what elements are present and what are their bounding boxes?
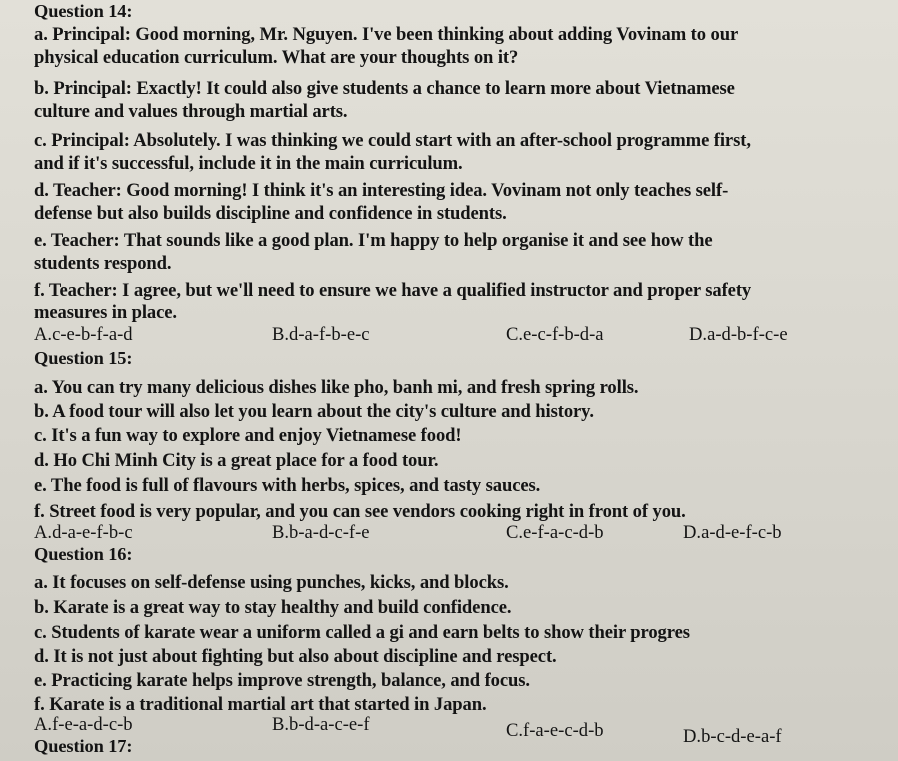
question-15-title: Question 15: xyxy=(34,348,133,368)
q14-item-d-line2: defense but also builds discipline and confidence in students. xyxy=(34,203,507,224)
q15-item-c: c. It's a fun way to explore and enjoy Vietnamese food! xyxy=(34,425,462,446)
q16-item-d: d. It is not just about fighting but also about discipline and respect. xyxy=(34,646,557,667)
q14-item-d-line1: d. Teacher: Good morning! I think it's an interesting idea. Vovinam not only teaches self- xyxy=(34,180,729,201)
q15-item-f: f. Street food is very popular, and you can see vendors cooking right in front of you. xyxy=(34,501,686,522)
q15-option-a[interactable]: A.d-a-e-f-b-c xyxy=(34,522,133,543)
q14-option-b[interactable]: B.d-a-f-b-e-c xyxy=(272,324,370,345)
q14-item-e-line1: e. Teacher: That sounds like a good plan. I'm happy to help organise it and see how the xyxy=(34,230,713,251)
q14-item-b-line2: culture and values through martial arts. xyxy=(34,101,348,122)
q14-item-a-line1: a. Principal: Good morning, Mr. Nguyen. I've been thinking about adding Vovinam to our xyxy=(34,24,739,45)
q15-option-b[interactable]: B.b-a-d-c-f-e xyxy=(272,522,370,543)
question-14-title: Question 14: xyxy=(34,1,133,21)
q16-item-b: b. Karate is a great way to stay healthy and build confidence. xyxy=(34,597,512,618)
q14-item-f-line1: f. Teacher: I agree, but we'll need to ensure we have a qualified instructor and proper safety xyxy=(34,280,752,301)
q16-item-e: e. Practicing karate helps improve strength, balance, and focus. xyxy=(34,670,530,691)
q16-option-b[interactable]: B.b-d-a-c-e-f xyxy=(272,714,370,735)
q14-item-e-line2: students respond. xyxy=(34,253,172,274)
q15-option-d[interactable]: D.a-d-e-f-c-b xyxy=(683,522,782,543)
q14-item-f-line2: measures in place. xyxy=(34,302,177,323)
q15-item-b: b. A food tour will also let you learn about the city's culture and history. xyxy=(34,401,594,422)
q15-item-d: d. Ho Chi Minh City is a great place for a food tour. xyxy=(34,450,439,471)
q14-item-c-line1: c. Principal: Absolutely. I was thinking we could start with an after-school programme first, xyxy=(34,130,751,151)
question-16-title: Question 16: xyxy=(34,544,133,564)
q15-item-e: e. The food is full of flavours with herbs, spices, and tasty sauces. xyxy=(34,475,541,496)
q14-item-a-line2: physical education curriculum. What are your thoughts on it? xyxy=(34,47,519,68)
q14-option-a[interactable]: A.c-e-b-f-a-d xyxy=(34,324,133,345)
q15-option-c[interactable]: C.e-f-a-c-d-b xyxy=(506,522,604,543)
question-17-title: Question 17: xyxy=(34,736,133,756)
q16-item-c: c. Students of karate wear a uniform called a gi and earn belts to show their progres xyxy=(34,622,690,643)
q16-item-a: a. It focuses on self-defense using punches, kicks, and blocks. xyxy=(34,572,509,593)
q15-item-a: a. You can try many delicious dishes like pho, banh mi, and fresh spring rolls. xyxy=(34,377,639,398)
q14-item-c-line2: and if it's successful, include it in the main curriculum. xyxy=(34,153,463,174)
q16-option-d[interactable]: D.b-c-d-e-a-f xyxy=(683,726,782,747)
q16-option-c[interactable]: C.f-a-e-c-d-b xyxy=(506,720,604,741)
q14-option-c[interactable]: C.e-c-f-b-d-a xyxy=(506,324,604,345)
q16-item-f: f. Karate is a traditional martial art that started in Japan. xyxy=(34,694,487,715)
q14-option-d[interactable]: D.a-d-b-f-c-e xyxy=(689,324,788,345)
q14-item-b-line1: b. Principal: Exactly! It could also give students a chance to learn more about Vietnamese xyxy=(34,78,735,99)
q16-option-a[interactable]: A.f-e-a-d-c-b xyxy=(34,714,133,735)
